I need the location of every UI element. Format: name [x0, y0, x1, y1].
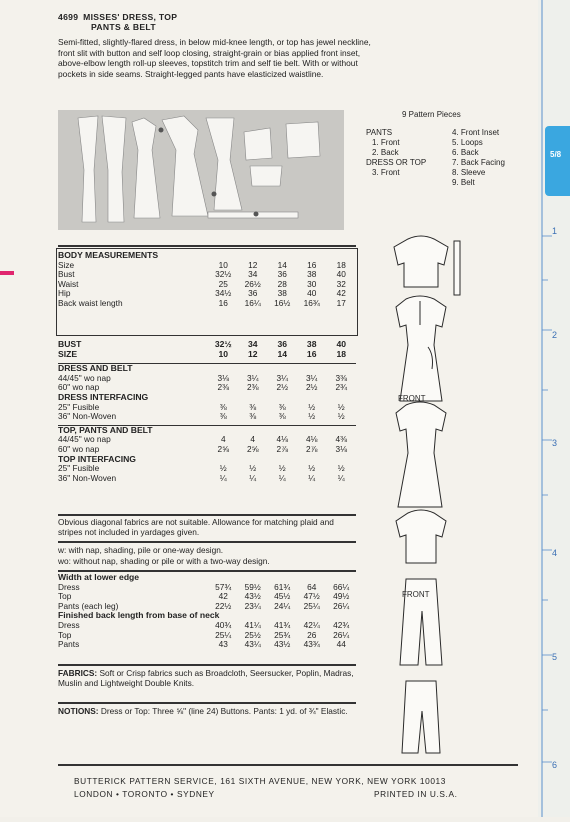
cell: 2⅜ [246, 382, 259, 393]
cell: 16 [307, 259, 317, 270]
cell: 43½ [244, 591, 261, 602]
cell: 34 [248, 269, 258, 280]
cell: 36 [277, 269, 287, 280]
row-label: 25" Fusible [58, 463, 100, 474]
cell: 36 [277, 339, 287, 349]
cell: 59½ [244, 581, 261, 592]
cell: ½ [308, 411, 316, 422]
cell: 4⅛ [276, 434, 288, 445]
cell: 26 [307, 629, 317, 640]
cell: 38 [307, 269, 317, 280]
ruler-mark-6: 6 [552, 760, 558, 770]
cell: 14 [277, 259, 287, 270]
fabrics-note [58, 668, 358, 689]
cell: ½ [308, 401, 316, 412]
row-label: 25" Fusible [58, 401, 100, 412]
cell: ½ [308, 463, 316, 474]
cell: 16 [218, 297, 228, 308]
section-title: TOP, PANTS AND BELT [58, 424, 153, 435]
cell: 4 [220, 434, 226, 445]
cell: 2¾ [335, 382, 347, 393]
cell: 2⅞ [305, 443, 318, 454]
body-measurements-title: BODY MEASUREMENTS [58, 250, 159, 260]
row-label: Pants (each leg) [58, 600, 119, 611]
table-row [58, 412, 356, 422]
pattern-header [58, 12, 368, 33]
piece-item: 7. Back Facing [452, 158, 505, 167]
cell: 16 [306, 348, 317, 359]
cell: 2⅜ [217, 382, 230, 393]
cell: 40 [307, 288, 317, 299]
cell: 4⅜ [335, 434, 347, 445]
cell: 18 [336, 348, 346, 359]
top-front-sketch [396, 510, 446, 563]
cell: 3⅜ [335, 372, 347, 383]
measuring-ruler [538, 0, 570, 817]
cell: 3⅛ [217, 372, 230, 383]
footer-line2 [74, 789, 534, 799]
piece-heading-pants: PANTS [366, 128, 393, 137]
notions-label: NOTIONS: [58, 706, 99, 716]
pattern-title-line1: MISSES' DRESS, TOP [83, 12, 178, 22]
cell: 36 [248, 288, 258, 299]
seam-allowance-tab [545, 126, 570, 196]
section-title: Width at lower edge [58, 572, 140, 582]
top-back-sketch [394, 236, 448, 287]
cell: 26¼ [333, 600, 350, 611]
cell: 4⅛ [305, 434, 318, 445]
nap-notes [58, 545, 358, 566]
row-label: 36" Non-Woven [58, 411, 117, 422]
cell: ¼ [278, 472, 286, 483]
cell: 25¼ [215, 629, 232, 640]
table-row [58, 474, 356, 484]
pattern-number: 4699 [58, 12, 79, 22]
piece-item: 8. Sleeve [452, 168, 486, 177]
cell: 2⅝ [246, 443, 259, 454]
cell: 38 [306, 339, 317, 349]
table-row [58, 299, 356, 309]
cell: 2⅝ [217, 443, 230, 454]
cell: 23¼ [244, 600, 261, 611]
ruler-mark-2: 2 [552, 330, 558, 340]
cell: ⅜ [249, 411, 257, 422]
cell: 64 [307, 581, 317, 592]
cell: 44 [336, 639, 346, 650]
cell: 42 [218, 591, 228, 602]
footer-company: BUTTERICK PATTERN SERVICE, 161 SIXTH AVENUE, NEW YORK, NEW YORK 10013 [74, 776, 446, 786]
pants-front-sketch [402, 681, 440, 753]
front-label-1: FRONT [398, 394, 426, 403]
piece-item: 9. Belt [452, 178, 475, 187]
cell: 43¼ [244, 639, 261, 650]
cell: 25¼ [303, 600, 320, 611]
piece-heading-dress-top: DRESS OR TOP [366, 158, 427, 167]
piece-item: 4. Front Inset [452, 128, 500, 137]
cell: 34½ [215, 288, 232, 299]
pattern-pieces-list [366, 110, 516, 187]
cell: ½ [278, 463, 286, 474]
section-title: DRESS AND BELT [58, 363, 133, 374]
divider [58, 245, 356, 247]
diagonal-note: Obvious diagonal fabrics are not suitable. Allowance for matching plaid and stripes not included in yardages given. [58, 517, 334, 537]
cell: 45½ [274, 591, 291, 602]
row-label: 36" Non-Woven [58, 472, 117, 483]
cell: ¼ [337, 472, 345, 483]
row-label: Dress [58, 619, 80, 630]
row-label: Dress [58, 581, 80, 592]
pattern-description: Semi-fitted, slightly-flared dress, in below mid-knee length, or top has jewel neckline, front slit with button and self loop closing, straight-grain or bias applied front inset, above-elbow length roll-up sleeves, topstitch trim and self tie belt. With or without pockets in side seams. Straight-legged pants have elasticized waistline. [58, 37, 371, 79]
cell: 26½ [244, 278, 261, 289]
cell: 38 [277, 288, 287, 299]
cell: 2½ [305, 382, 318, 393]
cell: 16¾ [303, 297, 320, 308]
footer-divider [58, 764, 518, 766]
cell: 47½ [303, 591, 320, 602]
row-label: Waist [58, 278, 79, 289]
cell: 14 [277, 348, 287, 359]
cell: 10 [218, 259, 228, 270]
cell: 30 [307, 278, 317, 289]
cell: ½ [337, 401, 345, 412]
cell: 34 [247, 339, 258, 349]
front-label-2: FRONT [402, 590, 430, 599]
note-with-nap: w: with nap, shading, pile or one-way design. [58, 545, 224, 555]
cell: 40¾ [215, 619, 232, 630]
cell: 3¼ [276, 372, 288, 383]
piece-item: 2. Back [372, 148, 399, 157]
pattern-pieces-left [366, 128, 426, 178]
cell: 42¾ [333, 619, 350, 630]
cell: 32½ [214, 339, 232, 349]
pattern-pieces-layout-image [58, 110, 344, 230]
body-measurements-table [58, 251, 356, 309]
footer [74, 776, 534, 799]
cell: 18 [336, 259, 346, 270]
cell: ¼ [219, 472, 227, 483]
row-label: 44/45" wo nap [58, 434, 111, 445]
finished-measurements-table [58, 573, 356, 650]
notions-note [58, 706, 358, 716]
ruler-mark-5: 5 [552, 652, 558, 662]
divider [58, 664, 356, 666]
piece-item: 6. Back [452, 148, 479, 157]
tab-label: 5/8 [550, 150, 562, 159]
row-label: Pants [58, 639, 80, 650]
cell: 3⅛ [335, 443, 347, 454]
footer-printed: PRINTED IN U.S.A. [374, 789, 458, 799]
cell: 17 [336, 297, 346, 308]
cell: 42 [336, 288, 346, 299]
cell: 40 [336, 269, 346, 280]
cell: 4 [250, 434, 256, 445]
cell: 41¼ [244, 619, 261, 630]
cell: 42¼ [303, 619, 320, 630]
cell: 10 [218, 348, 229, 359]
cell: 26¼ [333, 629, 350, 640]
dress-back-sketch [396, 296, 446, 401]
ruler-mark-3: 3 [552, 438, 558, 448]
garment-sketches [376, 225, 526, 755]
fabrics-label: FABRICS: [58, 668, 98, 678]
piece-item: 5. Loops [452, 138, 483, 147]
cell: ½ [249, 463, 257, 474]
section-title: Finished back length from base of neck [58, 610, 220, 621]
cell: ½ [219, 463, 227, 474]
cell: 3¼ [305, 372, 318, 383]
piece-item: 1. Front [372, 138, 400, 147]
cell: 12 [247, 348, 258, 359]
cell: ¼ [308, 472, 316, 483]
dress-front-sketch [396, 402, 446, 507]
row-label: 44/45" wo nap [58, 372, 111, 383]
cell: ½ [337, 463, 345, 474]
cell: 32½ [215, 269, 232, 280]
cell: 43½ [274, 639, 291, 650]
cell: 49½ [333, 591, 350, 602]
row-label: Bust [58, 269, 75, 280]
cell: 2⅞ [276, 443, 288, 454]
pattern-title-line2: PANTS & BELT [91, 22, 156, 33]
cell: 40 [336, 339, 346, 349]
ruler-mark-1: 1 [552, 226, 558, 236]
cell: 24¼ [274, 600, 291, 611]
cell: 43¾ [303, 639, 320, 650]
cell: 22½ [215, 600, 232, 611]
cell: 16½ [274, 297, 291, 308]
cell: 3¼ [246, 372, 259, 383]
fabrics-text: Soft or Crisp fabrics such as Broadcloth, Seersucker, Poplin, Madras, Muslin and Lightweight Double Knits. [58, 668, 354, 689]
pink-edge-mark [0, 271, 14, 275]
cell: 32 [336, 278, 346, 289]
section-title: DRESS INTERFACING [58, 391, 149, 402]
table-row [58, 350, 356, 360]
row-label: 60" wo nap [58, 443, 100, 454]
yardage-table [58, 340, 356, 483]
belt-sketch [454, 241, 460, 295]
row-label: 60" wo nap [58, 382, 100, 393]
cell: 43 [218, 639, 228, 650]
cell: ⅜ [249, 401, 257, 412]
row-label: SIZE [58, 348, 78, 359]
cell: 66¼ [333, 581, 350, 592]
section-title: TOP INTERFACING [58, 453, 136, 464]
pattern-pieces-right [452, 128, 505, 188]
cell: ¼ [249, 472, 257, 483]
cell: ⅜ [219, 401, 227, 412]
ruler-mark-4: 4 [552, 548, 558, 558]
row-label: BUST [58, 339, 82, 349]
cell: ⅜ [278, 411, 286, 422]
pattern-pieces-title: 9 Pattern Pieces [402, 110, 461, 119]
cell: 41¾ [274, 619, 291, 630]
row-label: Size [58, 259, 75, 270]
cell: 12 [248, 259, 258, 270]
cell: 25½ [244, 629, 261, 640]
cell: ⅜ [278, 401, 286, 412]
row-label: Top [58, 629, 72, 640]
row-label: Hip [58, 288, 71, 299]
divider [58, 514, 356, 516]
cell: ⅜ [219, 411, 227, 422]
table-row [58, 640, 356, 650]
cell: ½ [337, 411, 345, 422]
cell: 25¾ [274, 629, 291, 640]
cell: 28 [277, 278, 287, 289]
footer-cities: LONDON • TORONTO • SYDNEY [74, 789, 215, 799]
divider [58, 702, 356, 704]
cell: 57¾ [215, 581, 232, 592]
row-label: Back waist length [58, 297, 123, 308]
piece-item: 3. Front [372, 168, 400, 177]
notions-text: Dress or Top: Three ⅝" (line 24) Buttons. Pants: 1 yd. of ¾" Elastic. [100, 706, 348, 716]
note-without-nap: wo: without nap, shading or pile or with a two-way design. [58, 555, 270, 566]
cell: 61¾ [274, 581, 291, 592]
row-label: Top [58, 591, 72, 602]
cell: 2½ [276, 382, 288, 393]
divider [58, 541, 356, 543]
cell: 16¼ [244, 297, 261, 308]
cell: 25 [218, 278, 228, 289]
